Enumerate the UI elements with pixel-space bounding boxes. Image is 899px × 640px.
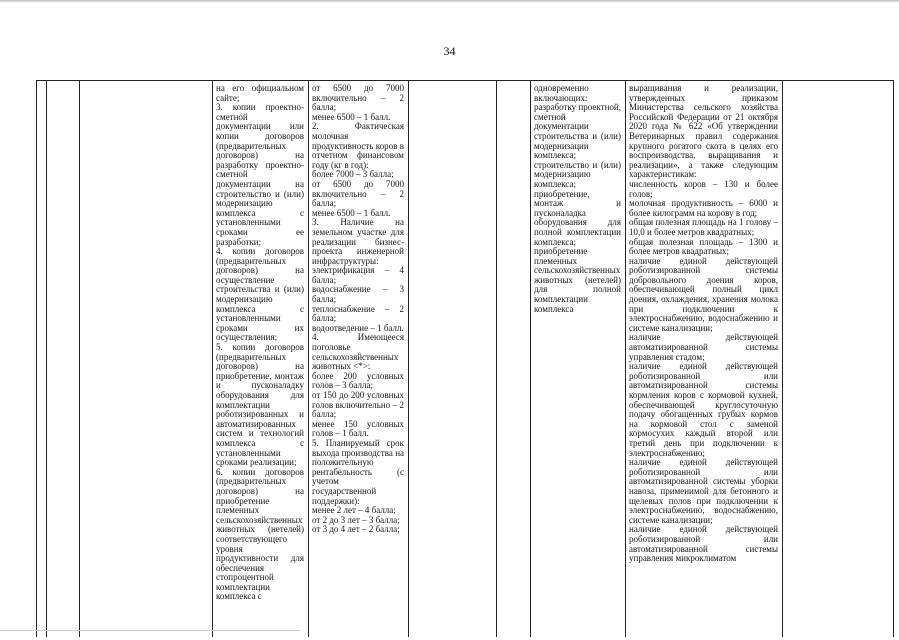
cell-paragraph: водоотведение – 1 балл. [312, 322, 404, 333]
cell-paragraph: водоснабжение – 3 балла; [312, 284, 404, 305]
table-border [46, 81, 47, 637]
table-border [408, 81, 409, 637]
cell-paragraph: 2. Фактическая молочная продуктивность коров в отчетном финансовом году (кг в год): [312, 121, 404, 170]
cell-paragraph: от 2 до 3 лет – 3 балла; [312, 514, 400, 525]
cell-paragraph: от 3 до 4 лет – 2 балла; [312, 524, 400, 535]
cell-paragraph: строительство и (или) модернизацию комплекса; [534, 159, 621, 189]
cell-paragraph: наличие единой действующей роботизированной системы добровольного доения коров, обеспечивающей полный цикл доения, охлаждения, хранения молока при подключении к электроснабжению, водоснабжению и системе канализации; [629, 255, 778, 333]
table-border [36, 81, 37, 637]
cell-paragraph: 5. Планируемый срок выхода производства на положительную рентабельность (с учетом государственной поддержки): [312, 437, 404, 506]
cell-paragraph: теплоснабжение – 2 балла; [312, 303, 404, 324]
cell-paragraph: наличие единой действующей роботизированной или автоматизированной системы управления микроклиматом [629, 524, 778, 564]
table-border [782, 81, 783, 637]
table-border [496, 81, 497, 637]
cell-paragraph: более 200 условных голов – 3 балла; [312, 370, 404, 391]
document-table [36, 80, 894, 637]
cell-paragraph: общая полезная площадь – 1300 и более метров квадратных; [629, 236, 778, 257]
cell-paragraph: 4. Имеющееся поголовье сельскохозяйственных животных <*>: [312, 332, 404, 372]
cell-paragraph: разработку проектной, сметной документации строительства и (или) модернизации комплекса; [534, 102, 621, 161]
cell-paragraph: от 6500 до 7000 включительно – 2 балла; [312, 84, 404, 113]
table-border [625, 81, 626, 637]
cell-paragraph: менее 6500 – 1 балл. [312, 111, 391, 122]
page-number: 34 [443, 44, 456, 58]
cell-paragraph: менее 6500 – 1 балл. [312, 207, 391, 218]
requirements-column [629, 84, 778, 564]
cell-paragraph: приобретение, монтаж и пусконаладка оборудования для полной комплектации комплекса; [534, 188, 621, 247]
cell-paragraph: 6. копии договоров (предварительных договоров) на приобретение племенных сельскохозяйственных животных (нетелей) соответствующего уровня продуктивности для обеспечения стопроцентной комплектации комплекса с [216, 466, 304, 602]
cell-paragraph: наличие действующей автоматизированной системы управления стадом; [629, 332, 778, 362]
scan-edge-bottom [0, 630, 300, 631]
cell-paragraph: 5. копии договоров (предварительных договоров) на приобретение, монтаж и пусконаладку оборудования для комплектации роботизированных и автоматизированных систем и технологий комплекса с установленными сроками реализации; [216, 342, 304, 468]
documents-column [216, 84, 304, 602]
cell-paragraph: приобретение племенных сельскохозяйственных животных (нетелей) для полной комплектации комплекса [534, 246, 621, 314]
purpose-column [534, 84, 621, 314]
table-border [530, 81, 531, 637]
cell-paragraph: менее 2 лет – 4 балла; [312, 505, 396, 516]
cell-paragraph: численность коров – 130 и более голов; [629, 178, 778, 199]
cell-paragraph: менее 150 условных голов – 1 балл. [312, 418, 404, 439]
cell-paragraph: общая полезная площадь на 1 голову – 10,0 и более метров квадратных; [629, 217, 778, 237]
table-border [308, 81, 309, 637]
cell-paragraph: электрификация – 4 балла; [312, 265, 404, 285]
table-border [893, 81, 894, 637]
cell-paragraph: более 7000 – 3 балла; [312, 169, 394, 180]
cell-paragraph: от 150 до 200 условных голов включительно – 2 балла; [312, 390, 404, 420]
cell-paragraph: выращивания и реализации, утвержденных приказом Министерства сельского хозяйства Российской Федерации от 21 октября 2020 года № 622 «Об утверждении Ветеринарных правил содержания крупного рогатого скота в целях его воспроизводства, выращивания и реализации», а также следующим характеристикам: [629, 84, 778, 180]
criteria-column [312, 84, 404, 535]
table-border [79, 81, 80, 637]
table-border [212, 81, 213, 637]
cell-paragraph: молочная продуктивность – 6000 и более килограмм на корову в год; [629, 198, 778, 218]
cell-paragraph: 4. копии договоров (предварительных договоров) на осуществление строительства и (или) модернизацию комплекса с установленными сроками их осуществления; [216, 246, 304, 343]
scan-edge-top [0, 0, 899, 3]
cell-paragraph: одновременно включающих: [534, 84, 589, 103]
cell-paragraph: на его официальном сайте; [216, 84, 304, 103]
cell-paragraph: 3. Наличие на земельном участке для реализации бизнес-проекта инженерной инфраструктуры: [312, 217, 404, 266]
cell-paragraph: наличие единой действующей роботизированной или автоматизированной системы кормления коров с кормовой кухней, обеспечивающей круглосуточную подачу обогащенных грубых кормов на кормовой стол с заменой кормосухих каждый второй или третий день при подключении к электроснабжению; [629, 361, 778, 458]
cell-paragraph: наличие единой действующей роботизированной или автоматизированной системы уборки навоза, применимой для бетонного и щелевых полов при подключении к электроснабжению, водоснабжению, системе канализации; [629, 457, 778, 525]
cell-paragraph: 3. копии проектно-сметной документации или копии договоров (предварительных договоров) на разработку проектно-сметной документации на строительство и (или) модернизацию комплекса с установленными сроками ее разработки; [216, 102, 304, 247]
cell-paragraph: от 6500 до 7000 включительно – 2 балла; [312, 178, 404, 209]
